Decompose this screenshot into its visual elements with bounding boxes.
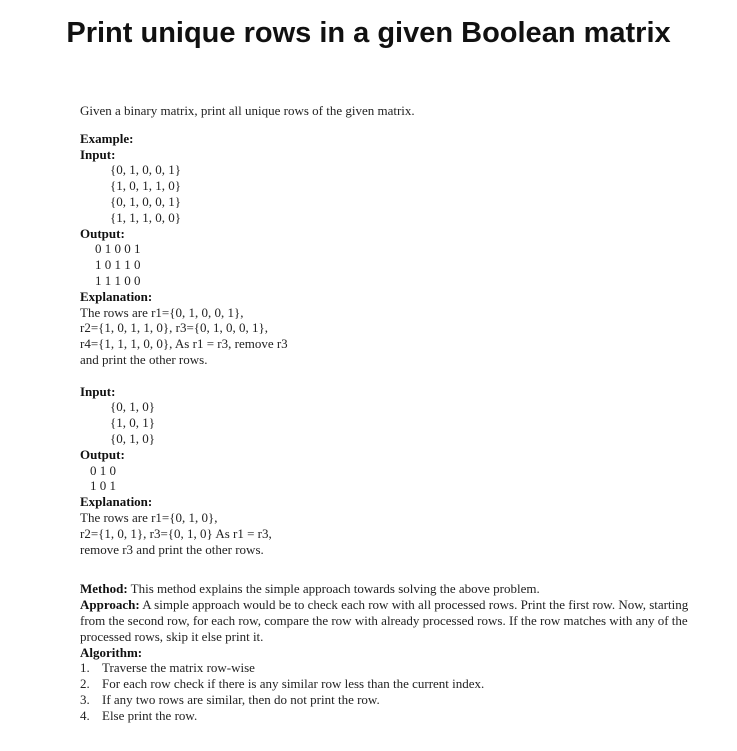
approach-paragraph [80,597,700,644]
ex1-explanation-line: r2={1, 0, 1, 1, 0}, r3={0, 1, 0, 0, 1}, [80,320,269,336]
ex2-explanation-line: The rows are r1={0, 1, 0}, [80,509,218,525]
algorithm-steps [80,660,700,723]
approach-label: Approach: [80,597,140,613]
ex1-input-row: {1, 0, 1, 1, 0} [110,178,181,194]
ex1-input-row: {1, 1, 1, 0, 0} [110,209,181,225]
ex2-input-row: {0, 1, 0} [110,430,155,446]
ex1-output-row: 1 1 1 0 0 [95,272,141,288]
ex2-output-row: 0 1 0 [90,462,116,478]
ex1-output-row: 0 1 0 0 1 [95,241,141,257]
ex2-output-row: 1 0 1 [90,478,116,494]
ex1-explanation-line: r4={1, 1, 1, 0, 0}, As r1 = r3, remove r3 [80,336,288,352]
list-item: 2. For each row check if there is any similar row less than the current index. [80,676,485,692]
method-label: Method: [80,581,128,597]
page-title: Print unique rows in a given Boolean matrix [66,17,671,49]
approach-text: A simple approach would be to check each row with all processed rows. Print the first row. Now, starting from the second row, for each row, compare the row with already processed rows. If the row matches with any of the processed rows, skip it else print it. [80,597,689,644]
ex1-input-label: Input: [80,146,116,162]
ex1-explanation-line: and print the other rows. [80,351,208,367]
ex2-input-row: {1, 0, 1} [110,415,155,431]
intro-text: Given a binary matrix, print all unique rows of the given matrix. [80,103,415,118]
ex1-explanation-line: The rows are r1={0, 1, 0, 0, 1}, [80,304,244,320]
ex2-explanation-line: remove r3 and print the other rows. [80,541,264,557]
ex1-input-row: {0, 1, 0, 0, 1} [110,162,181,178]
ex2-input-label: Input: [80,383,116,399]
example-heading: Example: [80,130,134,146]
list-item: 1. Traverse the matrix row-wise [80,660,255,676]
ex1-output-label: Output: [80,225,125,241]
method-text: This method explains the simple approach towards solving the above problem. [127,581,540,597]
ex2-output-label: Output: [80,446,125,462]
ex1-explanation-label: Explanation: [80,288,153,304]
ex2-explanation-line: r2={1, 0, 1}, r3={0, 1, 0} As r1 = r3, [80,525,272,541]
ex1-output-row: 1 0 1 1 0 [95,257,141,273]
article-body [80,103,700,723]
ex2-input-row: {0, 1, 0} [110,399,155,415]
ex2-explanation-label: Explanation: [80,494,153,510]
list-item: 4. Else print the row. [80,707,198,723]
method-paragraph [80,581,700,597]
algorithm-label: Algorithm: [80,644,143,660]
list-item: 3. If any two rows are similar, then do not print the row. [80,691,380,707]
ex1-input-row: {0, 1, 0, 0, 1} [110,193,181,209]
